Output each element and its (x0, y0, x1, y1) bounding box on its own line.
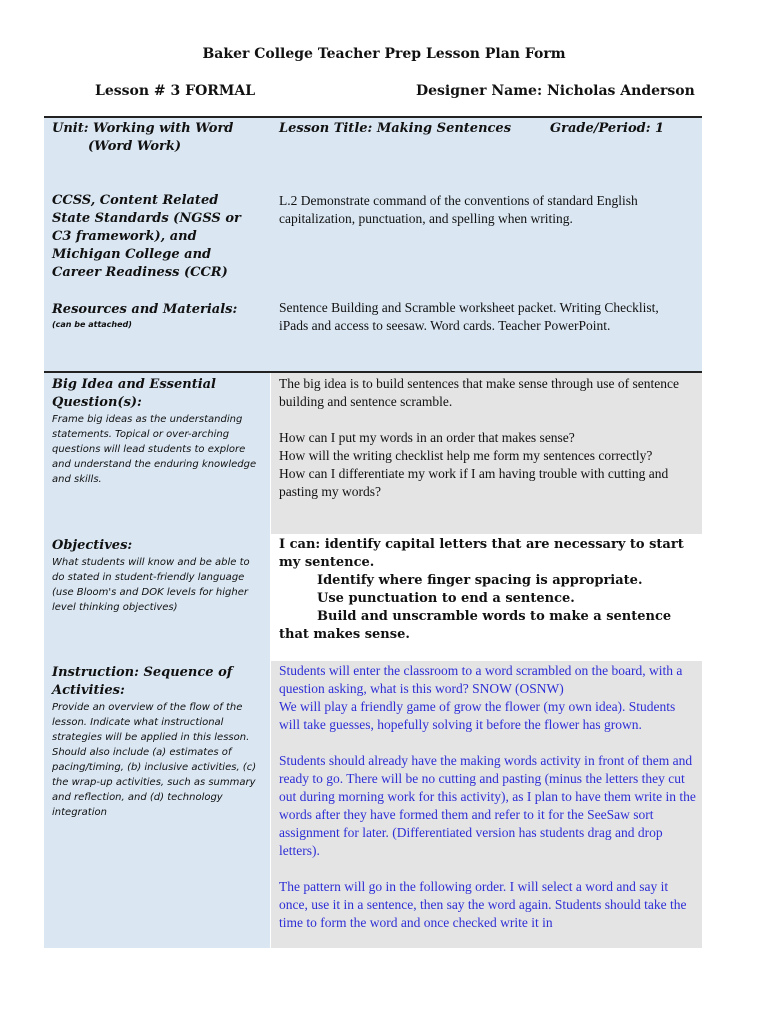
unit-section (44, 118, 702, 371)
instruction-left (44, 661, 270, 948)
objectives-label: Objectives: (52, 538, 133, 553)
unit-label: Unit: Working with Word (Word Work) (52, 121, 234, 154)
objective-3: Use punctuation to end a sentence. (317, 591, 575, 606)
ccss-content: L.2 Demonstrate command of the conventions of standard English capitalization, punctuation, and spelling when writing. (279, 193, 638, 226)
instruction-label: Instruction: Sequence of Activities: (52, 665, 233, 698)
lesson-number: Lesson # 3 FORMAL (95, 83, 256, 99)
objectives-section (44, 534, 702, 661)
objective-1: I can: identify capital letters that are necessary to start my sentence. (279, 537, 684, 570)
objectives-left (44, 534, 270, 661)
lesson-title: Lesson Title: Making Sentences (279, 121, 512, 136)
instruction-note: Provide an overview of the flow of the lesson. Indicate what instructional strategies will be applied in this lesson. Should also include (a) estimates of pacing/timing, (b) inclusive activities, (c) the wrap-up activities, such as summary and reflection, and (d) technology integration (52, 702, 257, 818)
instruction-para-1b: We will play a friendly game of grow the flower (my own idea). Students will take guesses, hopefully solving it before the flower has grown. (279, 699, 676, 732)
objective-4: Build and unscramble words to make a sentence that makes sense. (279, 609, 672, 642)
instruction-para-1a: Students will enter the classroom to a word scrambled on the board, with a question asking, what is this word? SNOW (OSNW) (279, 663, 683, 696)
big-idea-right: The big idea is to build sentences that make sense through use of sentence building and sentence scramble. How can I put my words in an order that makes sense? How will the writing checklist help me form my sentences correctly? How can I differentiate my work if I am having trouble with cutting and pasting my words? (271, 373, 702, 534)
objective-2: Identify where finger spacing is appropriate. (317, 573, 643, 588)
big-idea-label: Big Idea and Essential Question(s): (52, 377, 216, 410)
resources-content: Sentence Building and Scramble worksheet packet. Writing Checklist, iPads and access to seesaw. Word cards. Teacher PowerPoint. (279, 300, 659, 333)
instruction-section (44, 661, 702, 948)
resources-label-block: Resources and Materials: (can be attached) (52, 302, 238, 329)
instruction-para-3: The pattern will go in the following order. I will select a word and say it once, use it in a sentence, then say the word again. Students should take the time to form the word and once checked write it in (279, 879, 687, 930)
objectives-note: What students will know and be able to do stated in student-friendly language (use Bloom's and DOK levels for higher level thinking objectives) (52, 557, 250, 613)
form-title: Baker College Teacher Prep Lesson Plan Form (202, 46, 566, 62)
grade-period: Grade/Period: 1 (550, 121, 665, 136)
big-idea-note: Frame big ideas as the understanding statements. Topical or over-arching questions will lead students to explore and understand the enduring knowledge and skills. (52, 414, 257, 485)
ccss-label: CCSS, Content Related State Standards (NGSS or C3 framework), and Michigan College and Career Readiness (CCR) (52, 193, 241, 280)
instruction-right (271, 661, 702, 948)
big-idea-section (44, 373, 702, 534)
objectives-right (271, 534, 702, 661)
designer-name: Designer Name: Nicholas Anderson (416, 83, 695, 99)
big-idea-left (44, 373, 270, 534)
instruction-para-2: Students should already have the making words activity in front of them and ready to go. There will be no cutting and pasting (minus the letters they cut out during morning work for this activity), as I plan to have them write in the words after they have formed them and refer to it for the SeeSaw sort assignment for later. (Differentiated version has students drag and drop letters). (279, 753, 696, 858)
